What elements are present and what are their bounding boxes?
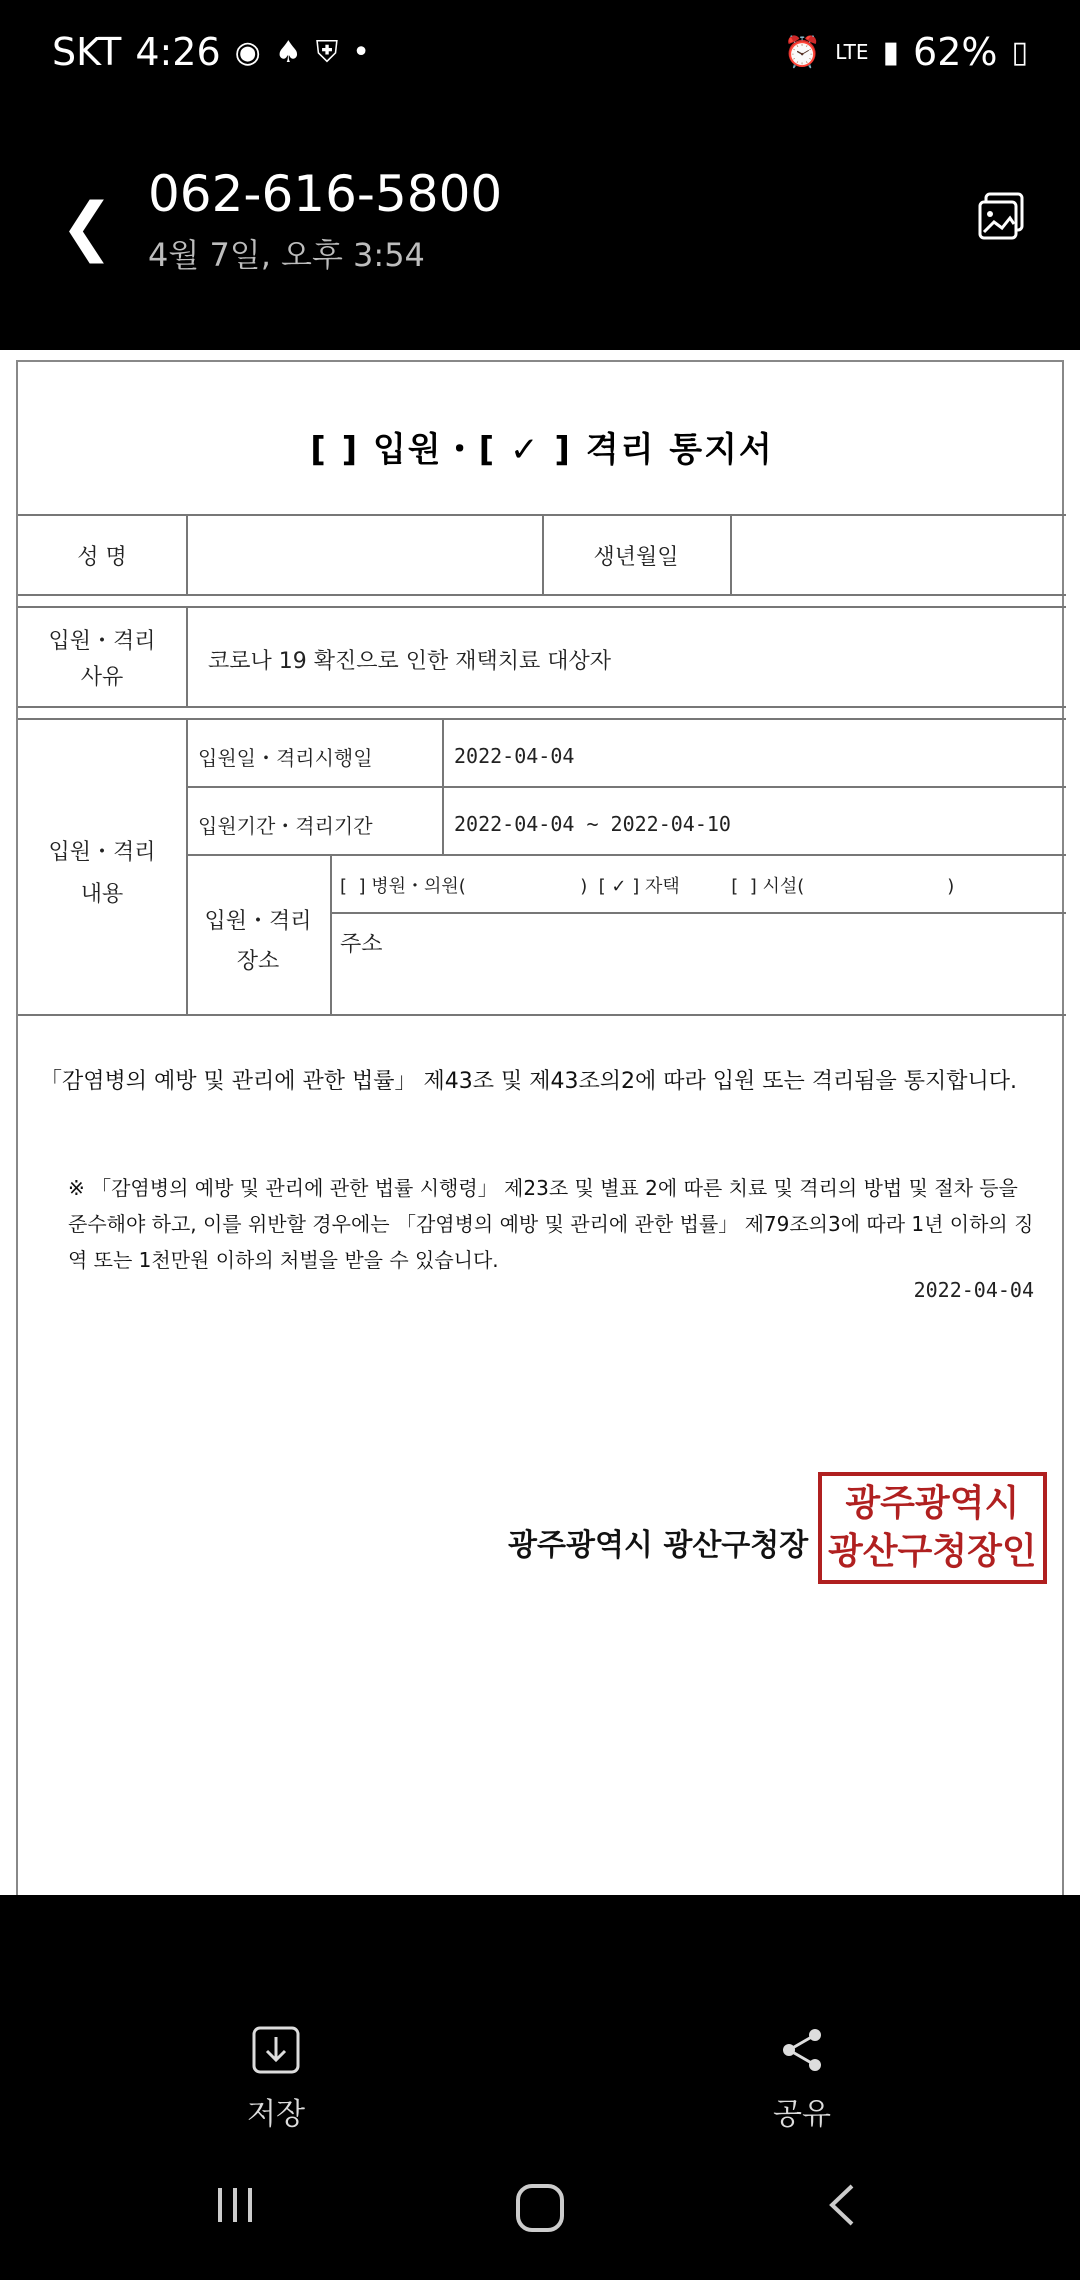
- signal-icon: ▮: [882, 34, 900, 70]
- recent-apps-button[interactable]: [210, 2180, 260, 2243]
- alarm-icon: ⏰: [783, 34, 822, 70]
- divider: [18, 718, 1066, 720]
- share-button[interactable]: [722, 2025, 882, 2133]
- penalty-note: ※ 「감염병의 예방 및 관리에 관한 법률 시행령」 제23조 및 별표 2에 따른 치료 및 격리의 방법 및 절차 등을 준수해야 하고, 이를 위반할 경우에는 「감염병의 예방 및 관리에 관한 법률」 제79조의3에 따라 1년 이하의 징역 또는 1천만원 이하의 처벌을 받을 수 있습니다.: [68, 1176, 1034, 1272]
- back-nav-icon: [822, 2180, 862, 2230]
- divider: [18, 606, 1066, 608]
- divider: [18, 706, 1066, 708]
- network-type: LTE: [835, 40, 869, 64]
- viewer-header: [0, 110, 1080, 350]
- divider: [18, 1014, 1066, 1016]
- carrier: SKT: [52, 30, 122, 74]
- back-button[interactable]: ❮: [60, 190, 114, 264]
- birth-label: 생년월일: [593, 545, 679, 570]
- clock: 4:26: [135, 30, 221, 74]
- battery-icon: ▯: [1011, 34, 1028, 70]
- battery-level: 62%: [913, 30, 998, 74]
- divider: [186, 786, 1066, 788]
- document-frame: [16, 360, 1064, 1895]
- divider: [330, 912, 1066, 914]
- back-nav-button[interactable]: [822, 2180, 862, 2243]
- period-dates: 2022-04-04 ~ 2022-04-10: [454, 812, 731, 836]
- divider: [730, 514, 732, 594]
- talk-icon: ◉: [234, 34, 261, 70]
- divider: [186, 514, 188, 594]
- seal-text-line2: 광산구청장인: [828, 1531, 1037, 1572]
- status-bar: [0, 0, 1080, 110]
- place-label: 입원・격리 장소: [204, 909, 312, 974]
- notice-body: 「감염병의 예방 및 관리에 관한 법률」 제43조 및 제43조의2에 따라 입원 또는 격리됨을 통지합니다.: [40, 1069, 1017, 1094]
- recent-apps-icon: [210, 2180, 260, 2230]
- divider: [330, 854, 332, 1014]
- share-icon: [777, 2025, 827, 2075]
- official-seal: [818, 1472, 1047, 1584]
- divider: [186, 606, 188, 706]
- content-label: 입원・격리 내용: [48, 840, 156, 907]
- issuer-name: 광주광역시 광산구청장: [508, 1528, 809, 1563]
- shield-icon: ⛨: [315, 34, 339, 70]
- name-label: 성 명: [77, 545, 127, 570]
- notice-document: [0, 350, 1080, 1895]
- save-button[interactable]: [196, 2025, 356, 2133]
- divider: [18, 594, 1066, 596]
- save-label: 저장: [247, 2097, 305, 2132]
- reason-value: 코로나 19 확진으로 인한 재택치료 대상자: [208, 649, 611, 674]
- issue-date: 2022-04-04: [913, 1278, 1034, 1302]
- share-label: 공유: [773, 2097, 831, 2132]
- home-button[interactable]: [512, 2180, 568, 2249]
- seal-text-line1: 광주광역시: [845, 1483, 1020, 1524]
- download-icon: [251, 2025, 301, 2075]
- document-title: [ ] 입원・[ ✓ ] 격리 통지서: [310, 430, 774, 470]
- sender-number: 062-616-5800: [148, 165, 503, 223]
- notification-icon: ♠: [274, 34, 302, 70]
- period-label: 입원기간・격리기간: [198, 814, 373, 838]
- home-icon: [512, 2180, 568, 2236]
- start-label: 입원일・격리시행일: [198, 746, 373, 770]
- message-timestamp: 4월 7일, 오후 3:54: [148, 236, 425, 274]
- divider: [186, 854, 1066, 856]
- start-date: 2022-04-04: [454, 744, 575, 768]
- address-label: 주소: [340, 932, 383, 957]
- dot-icon: •: [352, 34, 370, 70]
- reason-label: 입원・격리 사유: [48, 629, 156, 690]
- place-options: [ ] 병원・의원( ) [ ✓ ] 자택 [ ] 시설( ): [340, 876, 955, 897]
- gallery-icon[interactable]: [976, 190, 1028, 242]
